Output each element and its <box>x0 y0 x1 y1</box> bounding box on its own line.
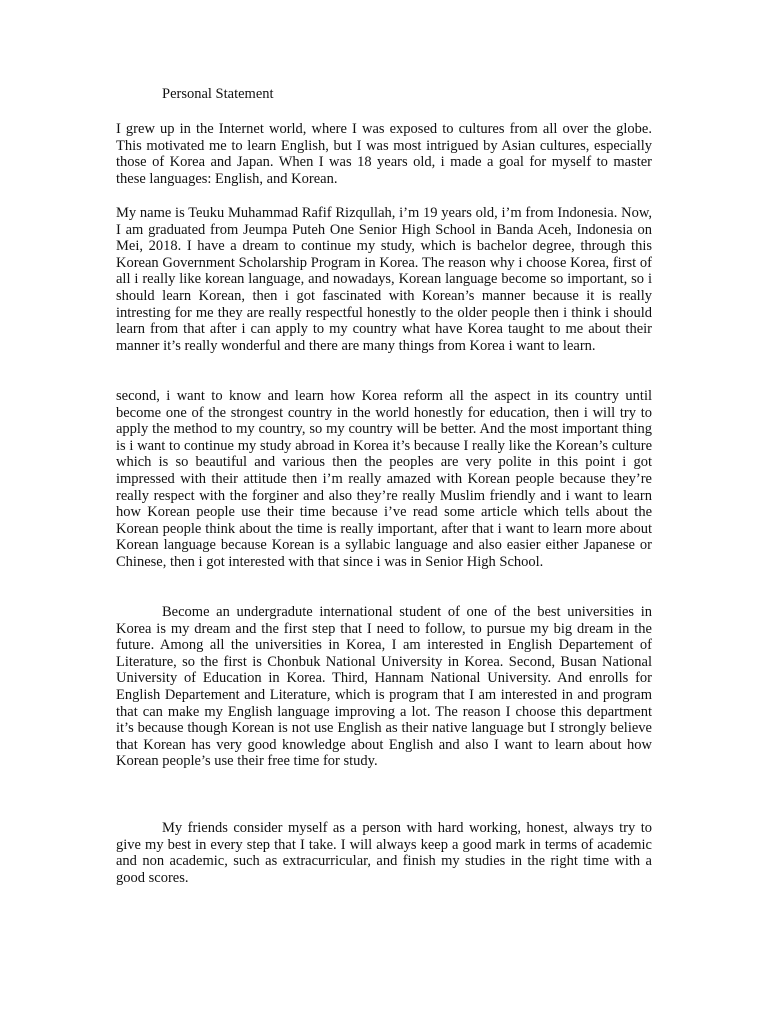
paragraph-background: I grew up in the Internet world, where I was exposed to cultures from all over the globe. This motivated me to learn English, but I was most intrigued by Asian cultures, especially those of Korea and Japan. When I was 18 years old, i made a goal for myself to master these languages: English, and Korean. <box>116 121 652 187</box>
paragraph-reasons: second, i want to know and learn how Korea reform all the aspect in its country until become one of the strongest country in the world honestly for education, then i will try to apply the method to my country, so my country will be better. And the most important thing is i want to continue my study abroad in Korea it’s because I really like the Korean’s culture which is so beautiful and various then the peoples are very polite in this point i got impressed with their attitude then i’m really amazed with Korean people because they’re really respect with the forginer and also they’re really Muslim friendly and i want to learn how Korean people use their time because i’ve read some article which tells about the Korean people think about the time is really important, after that i want to learn more about Korean language because Korean is a syllabic language and also easier either Japanese or Chinese, then i got interested with that since i was in Senior High School. <box>116 388 652 570</box>
paragraph-study-plan: Become an undergradute international student of one of the best universities in Korea is my dream and the first step that I need to follow, to pursue my big dream in the future. Among all the universities in Korea, I am interested in English Departement of Literature, so the first is Chonbuk National University in Korea. Second, Busan National University of Education in Korea. Third, Hannam National University. And enrolls for English Departement and Literature, which is program that I am interested in and program that can make my English language improving a lot. The reason I choose this department it’s because though Korean is not use English as their native language but I strongly believe that Korean has very good knowledge about English and also I want to learn about how Korean people’s use their free time for study. <box>116 604 652 770</box>
paragraph-introduction: My name is Teuku Muhammad Rafif Rizqullah, i’m 19 years old, i’m from Indonesia. Now, I am graduated from Jeumpa Puteh One Senior High School in Banda Aceh, Indonesia on Mei, 2018. I have a dream to continue my study, which is bachelor degree, through this Korean Government Scholarship Program in Korea. The reason why i choose Korea, first of all i really like korean language, and nowadays, Korean language become so important, so i should learn Korean, then i got fascinated with Korean’s manner because it is really intresting for me they are really respectful honestly to the older people then i think i should learn from that after i can apply to my country what have Korea taught to me about their manner it’s really wonderful and there are many things from Korea i want to learn. <box>116 205 652 354</box>
document-title: Personal Statement <box>162 86 274 102</box>
paragraph-character: My friends consider myself as a person with hard working, honest, always try to give my best in every step that I take. I will always keep a good mark in terms of academic and non academic, such as extracurricular, and finish my studies in the right time with a good scores. <box>116 820 652 886</box>
